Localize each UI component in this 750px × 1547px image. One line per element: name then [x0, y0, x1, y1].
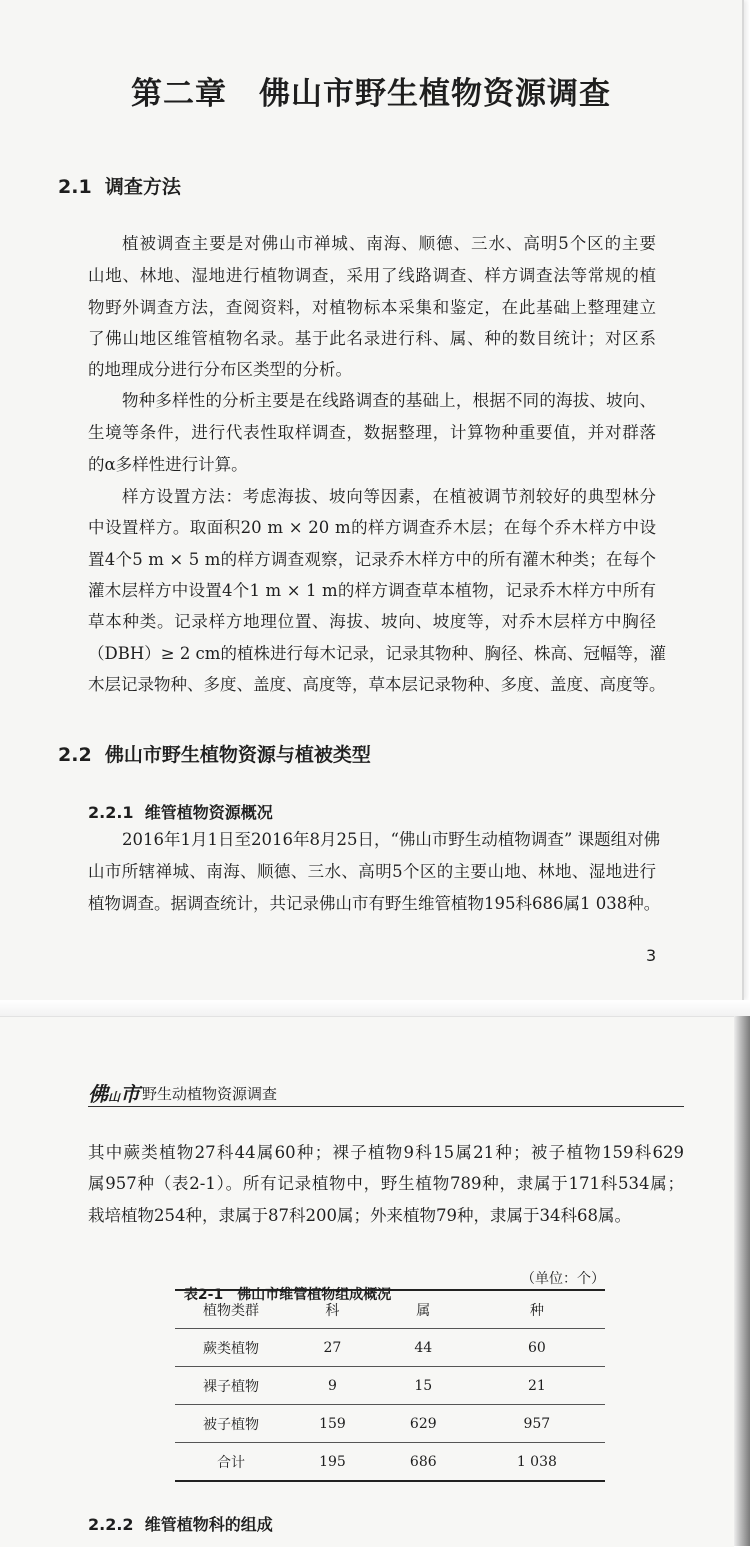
running-header-logo — [88, 1078, 140, 1107]
table-cell: 裸子植物 — [175, 1367, 287, 1405]
text-line: （DBH）≥ 2 cm的植株进行每木记录，记录其物种、胸径、株高、冠幅等，灌 — [88, 644, 666, 663]
table-row — [175, 1367, 605, 1405]
text-line: 木层记录物种、多度、盖度、高度等，草本层记录物种、多度、盖度、高度等。 — [88, 675, 666, 694]
text-line: 植被调查主要是对佛山市禅城、南海、顺德、三水、高明5个区的主要 — [122, 234, 656, 253]
table-cell: 686 — [378, 1443, 469, 1482]
table-header-cell: 植物类群 — [175, 1290, 287, 1329]
text-line: 置4个5 m × 5 m的样方调查观察，记录乔木样方中的所有灌木种类；在每个 — [88, 550, 656, 569]
table-cell: 1 038 — [469, 1443, 605, 1482]
table-cell: 蕨类植物 — [175, 1329, 287, 1367]
table-caption-title: 表2-1 佛山市维管植物组成概况 — [183, 1287, 392, 1303]
text-line: 山市所辖禅城、南海、顺德、三水、高明5个区的主要山地、林地、湿地进行 — [88, 862, 656, 881]
table-cell: 被子植物 — [175, 1405, 287, 1443]
table-header-cell: 科 — [287, 1290, 378, 1329]
table-cell: 15 — [378, 1367, 469, 1405]
running-header-title: 野生动植物资源调查 — [142, 1085, 278, 1103]
page-number: 3 — [646, 946, 657, 965]
text-line: 草本种类。记录样方地理位置、海拔、坡向、坡度等，对乔木层样方中胸径 — [88, 612, 656, 631]
page-gap — [0, 1000, 750, 1016]
text-line: 植物调查。据调查统计，共记录佛山市有野生维管植物195科686属1 038种。 — [88, 894, 661, 913]
book-edge — [734, 1016, 750, 1546]
text-line: 灌木层样方中设置4个1 m × 1 m的样方调查草本植物，记录乔木样方中所有 — [88, 581, 656, 600]
table-cell: 60 — [469, 1329, 605, 1367]
text-line: 物种多样性的分析主要是在线路调查的基础上，根据不同的海拔、坡向、 — [122, 391, 656, 410]
text-line: 2016年1月1日至2016年8月25日，“佛山市野生动植物调查” 课题组对佛 — [122, 830, 661, 849]
logo-char: 市 — [120, 1082, 141, 1106]
logo-char-small: 山 — [108, 1090, 121, 1104]
section-heading-2-1: 2.1 调查方法 — [58, 176, 181, 198]
table-cell: 合计 — [175, 1443, 287, 1482]
header-divider — [88, 1106, 684, 1107]
text-line: 山地、林地、湿地进行植物调查，采用了线路调查、样方调查法等常规的植 — [88, 266, 656, 285]
table-row — [175, 1443, 605, 1482]
table-cell: 9 — [287, 1367, 378, 1405]
text-line: 物野外调查方法，查阅资料，对植物标本采集和鉴定，在此基础上整理建立 — [88, 298, 656, 317]
text-line: 栽培植物254种，隶属于87科200属；外来植物79种，隶属于34科68属。 — [88, 1206, 631, 1225]
table-caption-unit: （单位：个） — [521, 1271, 605, 1287]
section-heading-2-2: 2.2 佛山市野生植物资源与植被类型 — [58, 744, 371, 766]
table-cell: 44 — [378, 1329, 469, 1367]
table-cell: 21 — [469, 1367, 605, 1405]
text-line: 样方设置方法：考虑海拔、坡向等因素，在植被调节剂较好的典型林分 — [122, 487, 656, 506]
logo-char: 佛 — [88, 1082, 108, 1106]
text-line: 中设置样方。取面积20 m × 20 m的样方调查乔木层；在每个乔木样方中设 — [88, 518, 656, 537]
section-heading-2-2-2: 2.2.2 维管植物科的组成 — [88, 1515, 273, 1534]
section-heading-2-2-1: 2.2.1 维管植物资源概况 — [88, 803, 273, 822]
table-cell: 159 — [287, 1405, 378, 1443]
table-header-cell: 属 — [378, 1290, 469, 1329]
table-row — [175, 1405, 605, 1443]
chapter-title: 第二章 佛山市野生植物资源调查 — [131, 76, 611, 112]
table-header-row — [175, 1290, 605, 1329]
table-header-cell: 种 — [469, 1290, 605, 1329]
table-row — [175, 1329, 605, 1367]
table-cell: 27 — [287, 1329, 378, 1367]
text-line: 的地理成分进行分布区类型的分析。 — [88, 360, 352, 379]
text-line: 其中蕨类植物27科44属60种；裸子植物9科15属21种；被子植物159科629 — [88, 1143, 684, 1162]
table-cell: 957 — [469, 1405, 605, 1443]
data-table — [175, 1289, 605, 1482]
table-cell: 629 — [378, 1405, 469, 1443]
text-line: 属957种（表2-1）。所有记录植物中，野生植物789种，隶属于171科534属； — [88, 1174, 684, 1193]
text-line: 的α多样性进行计算。 — [88, 455, 248, 474]
table-cell: 195 — [287, 1443, 378, 1482]
text-line: 了佛山地区维管植物名录。基于此名录进行科、属、种的数目统计；对区系 — [88, 329, 656, 348]
text-line: 生境等条件，进行代表性取样调查，数据整理，计算物种重要值，并对群落 — [88, 423, 656, 442]
